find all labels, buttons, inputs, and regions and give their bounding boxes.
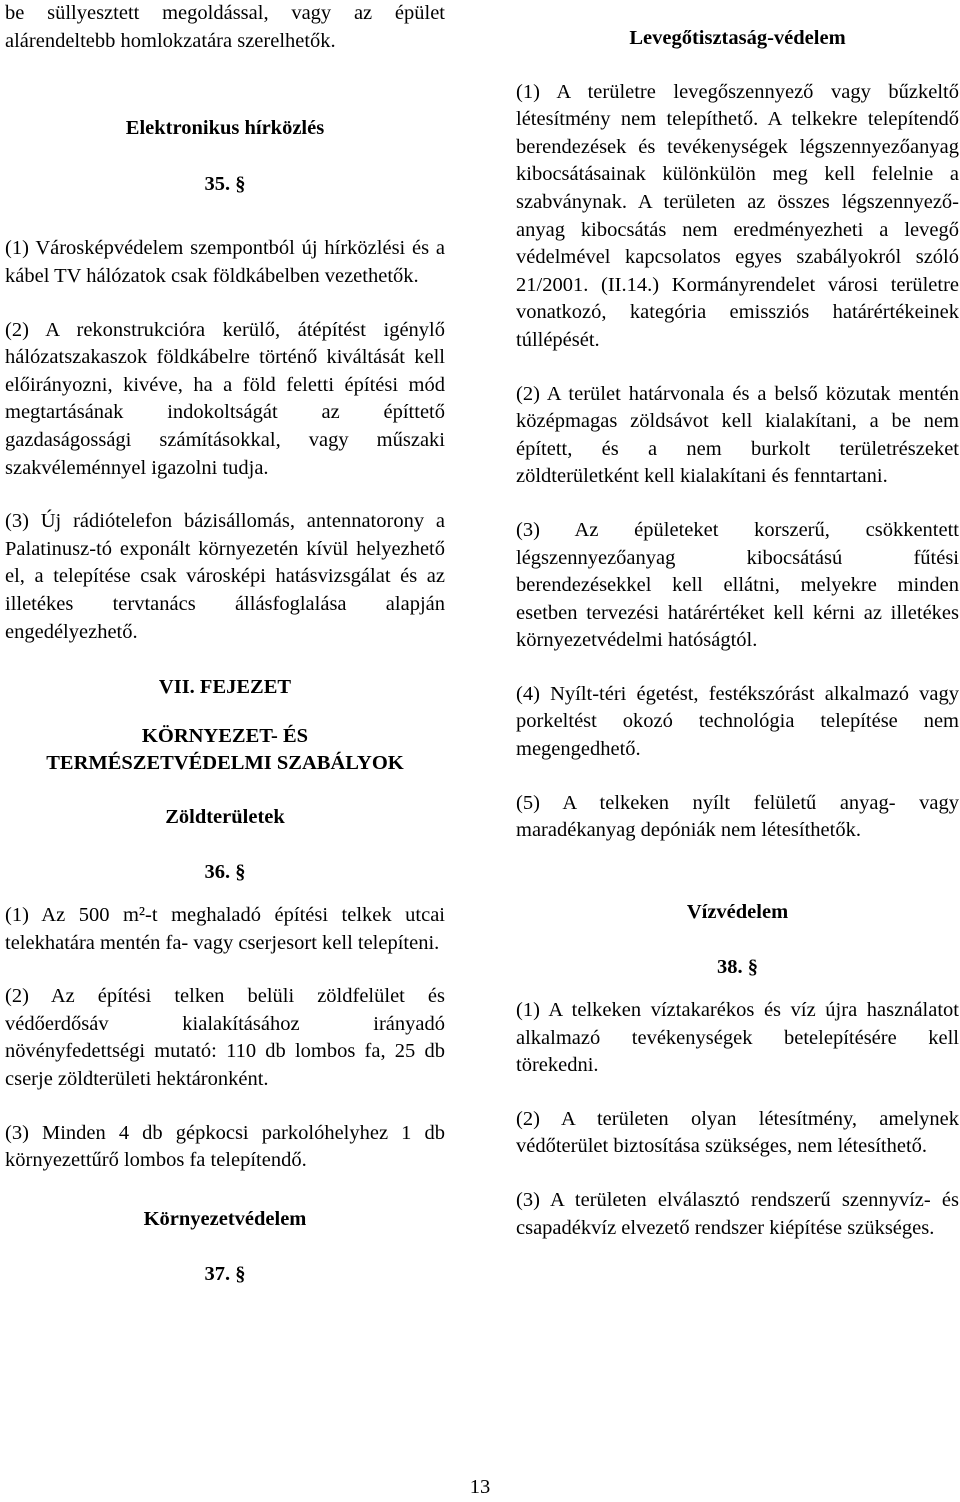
paragraph-37-5: (5) A telkeken nyílt felületű anyag- vagy maradékanyag depóniák nem létesíthetők. [516, 791, 959, 842]
heading-zoldteruletek: Zöldterületek [165, 805, 285, 828]
paragraph-37-2: (2) A terület határvonala és a belső közutak mentén középmagas zöldsávot kell kialakítani, a be nem épített, és a nem burkolt területrészeket zöldterületként kell kialakítani és fenntartani. [516, 382, 959, 488]
page-number: 13 [469, 1476, 491, 1498]
section-35: 35. § [204, 172, 246, 195]
heading-levegotisztasag-vedelem: Levegőtisztaság-védelem [629, 27, 846, 49]
heading-elektronikus-hirkozles: Elektronikus hírközlés [125, 117, 325, 140]
paragraph-35-2: (2) A rekonstrukcióra kerülő, átépítést igénylő hálózatszakaszok földkábelre történő kiváltását kell előirányozni, kivéve, ha a föld feletti építési mód megtartásának indokoltságát az építtető gazdaságossági számításokkal, vagy műszaki szakvéleménnyel igazolni tudja. [5, 318, 445, 479]
paragraph-38-3: (3) A területen elválasztó rendszerű szennyvíz- és csapadékvíz elvezető rendszer kiépítése szükséges. [516, 1189, 959, 1239]
paragraph-38-1: (1) A telkeken víztakarékos és víz újra használatot alkalmazó tevékenységek betelepítésére kell törekedni. [516, 999, 959, 1077]
paragraph-36-2: (2) Az építési telken belüli zöldfelület és védőerdősáv kialakításához irányadó növényfedettségi mutató: 110 db lombos fa, 25 db cserje zöldterületi hektáronként. [5, 985, 445, 1091]
paragraph-36-1: (1) Az 500 m²-t meghaladó építési telkek utcai telekhatára mentén fa- vagy cserjesort kell telepíteni. [5, 904, 445, 954]
section-37: 37. § [204, 1263, 246, 1286]
section-36: 36. § [204, 861, 246, 884]
heading-vizvedelem: Vízvédelem [686, 900, 789, 923]
chapter-title-line-1: KÖRNYEZET- ÉS [141, 724, 309, 747]
chapter-heading: VII. FEJEZET [158, 676, 292, 699]
paragraph-37-3: (3) Az épületeket korszerű, csökkentett légszennyezőanyag kibocsátású fűtési berendezésekkel kell ellátni, melyekre minden esetben tervezési határértéket kell kérni az illetékes környezetvédelmi hatóságtól. [516, 518, 959, 652]
paragraph-35-1: (1) Városképvédelem szempontból új hírközlési és a kábel TV hálózatok csak földkábelben vezethetők. [5, 237, 445, 287]
paragraph-35-3: (3) Új rádiótelefon bázisállomás, antennatorony a Palatinusz-tó exponált környezetén kívül helyezhető el, a telepítése csak városképi hatásvizsgálat és az illetékes tervtanács állásfoglalása alapján engedélyezhető. [5, 510, 445, 643]
right-column [516, 0, 959, 1242]
paragraph-36-3: (3) Minden 4 db gépkocsi parkolóhelyhez 1 db környezettűrő lombos fa telepítendő. [5, 1121, 445, 1172]
heading-kornyezetvedelem: Környezetvédelem [143, 1207, 307, 1230]
paragraph-37-4: (4) Nyílt-téri égetést, festékszórást alkalmazó vagy porkeltést okozó technológia telepítése nem megengedhető. [516, 682, 959, 761]
intro-paragraph: be süllyesztett megoldással, vagy az épület alárendeltebb homlokzatára szerelhetők. [5, 2, 445, 52]
chapter-title-line-2: TERMÉSZETVÉDELMI SZABÁLYOK [46, 752, 404, 775]
paragraph-38-2: (2) A területen olyan létesítmény, amelynek védőterület biztosítása szükséges, nem létesíthető. [516, 1107, 959, 1158]
left-column [5, 0, 445, 1289]
section-38: 38. § [717, 956, 758, 979]
paragraph-37-1: (1) A területre levegőszennyező vagy bűzkeltő létesítmény nem telepíthető. A telkekre telepítendő berendezések és tevékenységek légszennyezőanyag kibocsátásainak különkülön meg kell felelnie a szabványnak. A területen az összes légszennyező-anyag kibocsátás nem eredményezheti a levegő védelmével kapcsolatos egyes szabályokról szóló 21/2001. (II.14.) Kormányrendelet városi területre vonatkozó, kategória emissziós határértékeinek túllépését. [516, 80, 959, 351]
